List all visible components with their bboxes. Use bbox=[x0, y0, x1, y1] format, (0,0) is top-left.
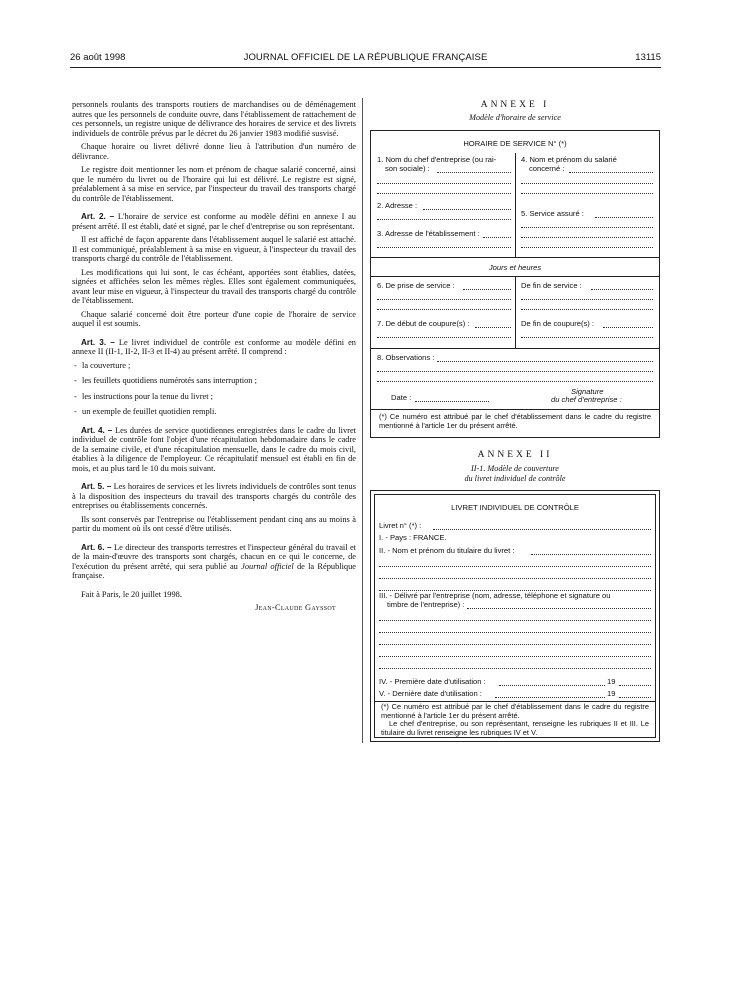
fill-line bbox=[377, 337, 511, 338]
field-label: 7. De début de coupure(s) : bbox=[377, 319, 470, 328]
list-item: - les instructions pour la tenue du livret ; bbox=[72, 392, 356, 402]
form-divider bbox=[371, 348, 659, 349]
fill-line bbox=[377, 381, 653, 382]
fill-line bbox=[377, 219, 511, 220]
done-at: Fait à Paris, le 20 juillet 1998. bbox=[81, 589, 182, 599]
fill-line bbox=[521, 247, 653, 248]
fill-line bbox=[437, 361, 653, 362]
field-label: 5. Service assuré : bbox=[521, 209, 584, 218]
field-label: 8. Observations : bbox=[377, 353, 435, 362]
field-label: V. - Dernière date d'utilisation : bbox=[379, 689, 482, 698]
article-label: Art. 3. – bbox=[81, 337, 115, 347]
journal-officiel-title: Journal officiel bbox=[241, 561, 294, 571]
list-item: - les feuillets quotidiens numérotés sans interruption ; bbox=[72, 376, 356, 386]
fill-line bbox=[433, 529, 651, 530]
header-date: 26 août 1998 bbox=[70, 52, 126, 63]
fill-line bbox=[475, 327, 511, 328]
article-text: Les durées de service quotidiennes enregistrées dans le cadre du livret individuel de contrôle font l'objet d'une récapitulation hebdomadaire dans le cadre de la semaine civile, et d'une récapitulation mensuelle, dans le cadre du mois civil, établies à la diligence de l'employeur. Ce récapitulatif mensuel est établi en fin de mois, et au plus tard le 10 du mois suivant. bbox=[72, 425, 356, 473]
fill-line bbox=[379, 578, 651, 579]
article-text: de la République française. bbox=[72, 561, 356, 580]
fill-line bbox=[379, 656, 651, 657]
article-label: Art. 4. – bbox=[81, 425, 113, 435]
fill-line bbox=[377, 193, 511, 194]
fill-line bbox=[463, 289, 511, 290]
field-label: son sociale) : bbox=[385, 164, 430, 173]
field-label: 3. Adresse de l'établissement : bbox=[377, 229, 480, 238]
article-text: L'horaire de service est conforme au modèle défini en annexe I au présent arrêté. Il est établi, daté et signé, par le chef d'entreprise ou son représentant. bbox=[72, 212, 356, 231]
fill-line bbox=[377, 299, 511, 300]
annex-1-subtitle: Modèle d'horaire de service bbox=[469, 113, 561, 122]
field-label: 6. De prise de service : bbox=[377, 281, 455, 290]
form-title: LIVRET INDIVIDUEL DE CONTRÔLE bbox=[451, 503, 579, 512]
article-4 bbox=[72, 426, 356, 474]
fill-line bbox=[377, 309, 511, 310]
fill-line bbox=[521, 237, 653, 238]
form-footnote: (*) Ce numéro est attribué par le chef d'établissement dans le cadre du registre mentionné à l'article 1er du présent arrêté. bbox=[379, 412, 651, 430]
form-divider bbox=[515, 276, 516, 348]
fill-line bbox=[521, 227, 653, 228]
fill-line bbox=[595, 217, 653, 218]
form-footnote: (*) Ce numéro est attribué par le chef d'établissement dans le cadre du registre mentionné à l'article 1er du présent arrêté. bbox=[381, 702, 649, 720]
article-5 bbox=[72, 482, 356, 511]
annex-2-title: ANNEXE II bbox=[477, 450, 553, 460]
fill-line bbox=[521, 299, 653, 300]
annex-2-subtitle: du livret individuel de contrôle bbox=[464, 474, 566, 483]
field-label: IV. - Première date d'utilisation : bbox=[379, 677, 486, 686]
article-6 bbox=[72, 543, 356, 581]
field-label: concerné : bbox=[529, 164, 565, 173]
field-label: 1. Nom du chef d'entreprise (ou rai- bbox=[377, 155, 497, 164]
fill-line bbox=[603, 327, 653, 328]
column-divider bbox=[362, 98, 363, 743]
fill-line bbox=[423, 209, 511, 210]
form-divider bbox=[515, 153, 516, 257]
form-divider bbox=[371, 409, 659, 410]
fill-line bbox=[495, 697, 605, 698]
form-title: HORAIRE DE SERVICE N° (*) bbox=[463, 139, 567, 148]
field-label: De fin de service : bbox=[521, 281, 582, 290]
fill-line bbox=[377, 371, 653, 372]
fill-line bbox=[379, 632, 651, 633]
fill-line bbox=[521, 309, 653, 310]
livret-form bbox=[370, 490, 660, 742]
header-page-number: 13115 bbox=[635, 52, 661, 63]
paragraph: Chaque salarié concerné doit être porteur d'une copie de l'horaire de service auquel il est soumis. bbox=[72, 309, 356, 328]
fill-line bbox=[521, 183, 653, 184]
fill-line bbox=[591, 289, 653, 290]
article-text: Le directeur des transports terrestres et l'inspecteur général du travail et de la main-d'œuvre des transports sont chargés, chacun en ce qui le concerne, de l'exécution du présent arrêté, qui sera publié au bbox=[72, 542, 356, 571]
fill-line bbox=[467, 608, 651, 609]
article-text: Les horaires de services et les livrets individuels de contrôles sont tenus à la disposition des inspecteurs du travail des transports chargés du contrôle des entreprises ou établissements concernés. bbox=[72, 482, 356, 510]
paragraph: personnels roulants des transports routiers de marchandises ou de déménagement autres que les personnels de conduite ouvre, dans l'établissement de rattachement de ces personnels, un registre unique de délivrance des horaires de service et des livrets individuels de contrôle prévus par le décret du 26 janvier 1983 modifié susvisé. bbox=[72, 100, 356, 138]
article-text: Le livret individuel de contrôle est conforme au modèle défini en annexe II (II-1, II-2, II-3 et II-4) au présent arrêté. Il comprend : bbox=[72, 337, 356, 356]
paragraph: Le registre doit mentionner les nom et prénom de chaque salarié concerné, ainsi que le numéro du livret ou de l'horaire qui lui est délivré. Le registre est signé, préalablement à sa mise en service, par l'inspecteur du travail des transports chargé du contrôle de l'établissement. bbox=[72, 165, 356, 203]
section-title: Jours et heures bbox=[488, 263, 542, 272]
fill-line bbox=[379, 668, 651, 669]
year-prefix: 19 bbox=[607, 689, 616, 698]
article-3 bbox=[72, 338, 356, 357]
fill-line bbox=[619, 685, 651, 686]
article-label: Art. 2. – bbox=[81, 212, 115, 221]
fill-line bbox=[377, 247, 511, 248]
field-label: Livret n° (*) : bbox=[379, 521, 422, 530]
fill-line bbox=[531, 554, 651, 555]
signature-label: Signature bbox=[571, 387, 604, 396]
fill-line bbox=[619, 697, 651, 698]
header-rule bbox=[70, 67, 661, 68]
annex-1-title: ANNEXE I bbox=[480, 100, 550, 110]
year-prefix: 19 bbox=[607, 677, 616, 686]
field-label: II. - Nom et prénom du titulaire du livret : bbox=[379, 546, 515, 555]
date-label: Date : bbox=[391, 393, 412, 402]
paragraph: Il est affiché de façon apparente dans l'établissement auquel le salarié est attaché. Il est communiqué, préalablement à sa mise en vigueur, à l'inspecteur du travail des transports chargé du contrôle de l'établissement. bbox=[72, 235, 356, 263]
horaire-form bbox=[370, 130, 660, 438]
signature-label: du chef d'entreprise : bbox=[551, 395, 622, 404]
fill-line bbox=[379, 566, 651, 567]
field-label: timbre de l'entreprise) : bbox=[387, 600, 465, 609]
fill-line bbox=[483, 237, 511, 238]
fill-line bbox=[379, 620, 651, 621]
paragraph: Les modifications qui lui sont, le cas échéant, apportées sont établies, datées, signées et affichées selon les mêmes règles. Elles sont également communiquées, avant leur mise en vigueur, à l'inspecteur du travail des transports chargé du contrôle de l'établissement. bbox=[72, 267, 356, 305]
field-label: 2. Adresse : bbox=[377, 201, 418, 210]
field-label: De fin de coupure(s) : bbox=[521, 319, 595, 328]
list-item: - la couverture ; bbox=[72, 361, 356, 371]
page-header bbox=[70, 52, 661, 66]
form-footnote: Le chef d'entreprise, ou son représentant, renseigne les rubriques II et III. Le titulaire du livret renseigne les rubriques IV et V. bbox=[381, 719, 649, 737]
article-label: Art. 6. – bbox=[81, 542, 112, 552]
fill-line bbox=[379, 644, 651, 645]
fill-line bbox=[499, 685, 605, 686]
article-label: Art. 5. – bbox=[81, 482, 112, 491]
field-label: 4. Nom et prénom du salarié bbox=[521, 155, 617, 164]
annex-2-subtitle: II-1. Modèle de couverture bbox=[471, 464, 559, 473]
list-item: - un exemple de feuillet quotidien rempli. bbox=[72, 407, 356, 417]
fill-line bbox=[437, 172, 511, 173]
article-2 bbox=[72, 212, 356, 231]
fill-line bbox=[377, 183, 511, 184]
fill-line bbox=[521, 193, 653, 194]
form-divider bbox=[371, 257, 659, 258]
header-title: JOURNAL OFFICIEL DE LA RÉPUBLIQUE FRANÇAISE bbox=[243, 52, 488, 63]
paragraph: Ils sont conservés par l'entreprise ou l'établissement pendant cinq ans au moins à partir du moment où ils ont cessé d'être utilisés. bbox=[72, 514, 356, 533]
field-label: I. - Pays : FRANCE. bbox=[379, 533, 447, 542]
field-label: III. - Délivré par l'entreprise (nom, adresse, téléphone et signature ou bbox=[379, 591, 611, 600]
fill-line bbox=[569, 172, 653, 173]
left-column bbox=[72, 100, 356, 617]
fill-line bbox=[521, 337, 653, 338]
paragraph: Chaque horaire ou livret délivré donne lieu à l'attribution d'un numéro de délivrance. bbox=[72, 142, 356, 161]
signatory: Jean-Claude Gayssot bbox=[255, 603, 336, 612]
fill-line bbox=[415, 401, 489, 402]
